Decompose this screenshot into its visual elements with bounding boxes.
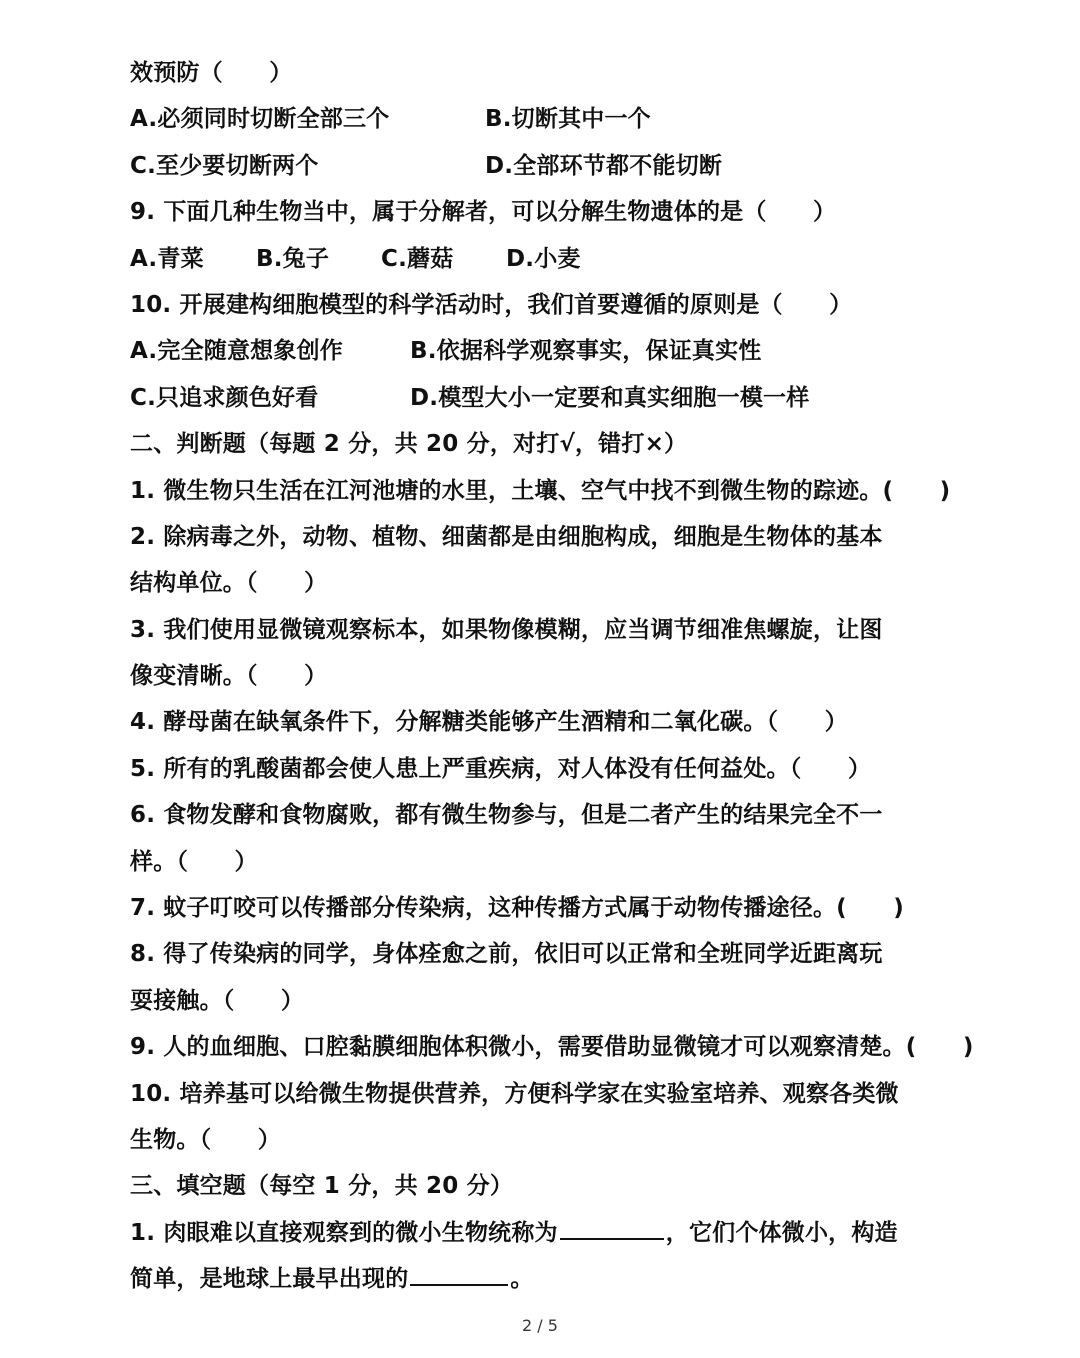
fill-item-1-cont xyxy=(130,1256,1030,1302)
judgment-item-4: 4. 酵母菌在缺氧条件下，分解糖类能够产生酒精和二氧化碳。（ ） xyxy=(130,709,848,736)
judgment-item-10-cont: 生物。（ ） xyxy=(130,1126,281,1153)
judgment-item-10: 10. 培养基可以给微生物提供营养，方便科学家在实验室培养、观察各类微 xyxy=(130,1080,899,1107)
judgment-item-7: 7. 蚊子叮咬可以传播部分传染病，这种传播方式属于动物传播途径。( ) xyxy=(130,895,904,922)
judgment-item-5: 5. 所有的乳酸菌都会使人患上严重疾病，对人体没有任何益处。（ ） xyxy=(130,755,872,782)
option-a: A.必须同时切断全部三个 xyxy=(130,106,390,133)
question-8-tail: 效预防（ ） xyxy=(130,60,293,86)
options-row xyxy=(130,328,1030,374)
judgment-item-9: 9. 人的血细胞、口腔黏膜细胞体积微小，需要借助显微镜才可以观察清楚。( ) xyxy=(130,1034,974,1061)
page-number: 2 / 5 xyxy=(522,1316,558,1335)
option-d: D.模型大小一定要和真实细胞一模一样 xyxy=(410,384,810,411)
judgment-item-1: 1. 微生物只生活在江河池塘的水里，土壤、空气中找不到微生物的踪迹。( ) xyxy=(130,477,951,504)
page-content xyxy=(130,50,1030,1303)
question-10: 10. 开展建构细胞模型的科学活动时，我们首要遵循的原则是（ ） xyxy=(130,291,853,318)
section-heading-fill-blank: 三、填空题（每空 1 分，共 20 分） xyxy=(130,1173,514,1200)
judgment-item-6: 6. 食物发酵和食物腐败，都有微生物参与，但是二者产生的结果完全不一 xyxy=(130,802,883,829)
option-a: A.青菜 xyxy=(130,245,204,272)
answer-blank[interactable] xyxy=(560,1210,664,1240)
judgment-item-3: 3. 我们使用显微镜观察标本，如果物像模糊，应当调节细准焦螺旋，让图 xyxy=(130,616,883,643)
options-row xyxy=(130,236,1030,282)
fill-item-1 xyxy=(130,1210,1030,1256)
fill-item-1-text-cont: ，它们个体微小，构造 xyxy=(665,1219,898,1246)
answer-blank[interactable] xyxy=(410,1256,508,1286)
section-heading-judgment: 二、判断题（每题 2 分，共 20 分，对打√，错打×） xyxy=(130,431,688,458)
fill-item-1-text: 1. 肉眼难以直接观察到的微小生物统称为 xyxy=(130,1219,558,1246)
options-row xyxy=(130,143,1030,189)
option-b: B.依据科学观察事实，保证真实性 xyxy=(410,338,762,365)
option-b: B.切断其中一个 xyxy=(485,106,651,133)
option-c: C.至少要切断两个 xyxy=(130,152,319,179)
fill-item-1-line2-end: 。 xyxy=(510,1266,534,1293)
option-d: D.全部环节都不能切断 xyxy=(485,152,723,179)
option-c: C.蘑菇 xyxy=(381,245,454,272)
option-d: D.小麦 xyxy=(506,245,581,272)
judgment-item-3-cont: 像变清晰。（ ） xyxy=(130,663,328,690)
option-c: C.只追求颜色好看 xyxy=(130,384,319,411)
option-a: A.完全随意想象创作 xyxy=(130,338,343,365)
option-b: B.兔子 xyxy=(256,245,330,272)
judgment-item-8-cont: 耍接触。（ ） xyxy=(130,987,305,1014)
judgment-item-2-cont: 结构单位。（ ） xyxy=(130,570,328,597)
judgment-item-8: 8. 得了传染病的同学，身体痊愈之前，依旧可以正常和全班同学近距离玩 xyxy=(130,941,883,968)
judgment-item-2: 2. 除病毒之外，动物、植物、细菌都是由细胞构成，细胞是生物体的基本 xyxy=(130,523,883,550)
options-row xyxy=(130,96,1030,142)
options-row xyxy=(130,375,1030,421)
question-9: 9. 下面几种生物当中，属于分解者，可以分解生物遗体的是（ ） xyxy=(130,199,837,226)
fill-item-1-line2-text: 简单，是地球上最早出现的 xyxy=(130,1266,409,1293)
judgment-item-6-cont: 样。（ ） xyxy=(130,848,258,875)
